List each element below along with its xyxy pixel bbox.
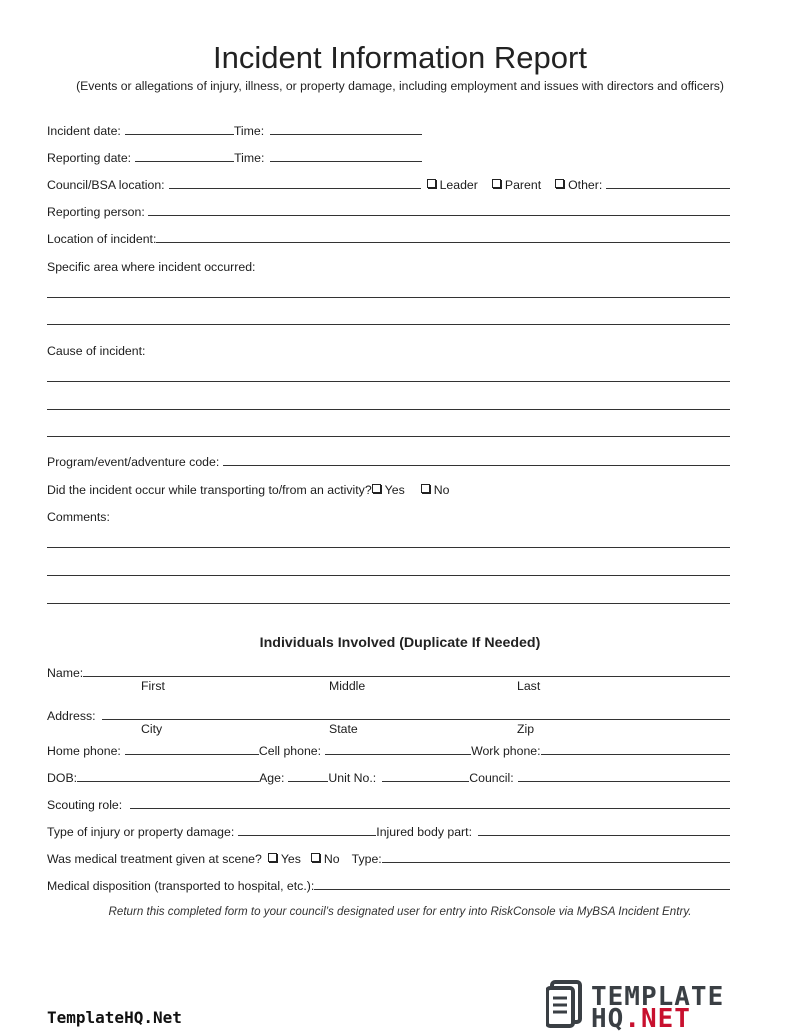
- other-checkbox[interactable]: Other:: [555, 178, 602, 192]
- brand-text: TemplateHQ.Net: [47, 1008, 182, 1027]
- medical-disposition-field[interactable]: [314, 889, 730, 890]
- location-field[interactable]: [156, 242, 730, 243]
- medical-no-checkbox[interactable]: No: [311, 852, 340, 866]
- reporting-time-label: Time:: [234, 151, 265, 165]
- injured-body-part-label: Injured body part:: [376, 825, 472, 839]
- document-icon: [546, 980, 586, 1028]
- other-field[interactable]: [606, 188, 730, 189]
- comments-line-3[interactable]: [47, 603, 730, 604]
- scouting-role-row: [47, 794, 730, 812]
- age-field[interactable]: [288, 781, 328, 782]
- state-caption: State: [329, 722, 358, 736]
- transporting-yes-checkbox[interactable]: Yes: [372, 483, 405, 497]
- checkbox-icon: [492, 179, 501, 188]
- medical-yes-checkbox[interactable]: Yes: [268, 852, 301, 866]
- name-row: [47, 662, 730, 680]
- specific-area-line-1[interactable]: [47, 297, 730, 298]
- injured-body-part-field[interactable]: [478, 835, 730, 836]
- medical-disposition-row: [47, 875, 730, 893]
- injury-type-field[interactable]: [238, 835, 376, 836]
- phone-row: [47, 740, 730, 758]
- city-caption: City: [141, 722, 163, 736]
- transporting-label: Did the incident occur while transporting to/from an activity?: [47, 483, 372, 497]
- cause-label: Cause of incident:: [47, 344, 146, 358]
- last-caption: Last: [517, 679, 541, 693]
- location-row: [47, 228, 730, 246]
- injury-type-label: Type of injury or property damage:: [47, 825, 235, 839]
- dob-field[interactable]: [77, 781, 259, 782]
- address-label: Address:: [47, 709, 96, 723]
- checkbox-icon: [268, 853, 277, 862]
- council-location-row: [47, 174, 730, 192]
- specific-area-line-2[interactable]: [47, 324, 730, 325]
- comments-label: Comments:: [47, 510, 110, 524]
- checkbox-icon: [421, 484, 430, 493]
- dob-row: [47, 767, 730, 785]
- checkbox-icon: [427, 179, 436, 188]
- location-label: Location of incident:: [47, 232, 157, 246]
- program-code-field[interactable]: [223, 465, 730, 466]
- individuals-heading: Individuals Involved (Duplicate If Needed): [259, 635, 541, 651]
- medical-disposition-label: Medical disposition (transported to hospital, etc.):: [47, 879, 315, 893]
- reporting-person-label: Reporting person:: [47, 205, 145, 219]
- work-phone-label: Work phone:: [471, 744, 541, 758]
- logo-wordmark-top: TEMPLATE: [591, 982, 725, 1012]
- council-location-label: Council/BSA location:: [47, 178, 165, 192]
- program-code-label: Program/event/adventure code:: [47, 455, 220, 469]
- reporting-person-row: [47, 201, 730, 219]
- cause-row: [47, 340, 730, 358]
- comments-row: [47, 506, 730, 524]
- medical-treatment-row: [47, 848, 730, 866]
- incident-time-field[interactable]: [270, 134, 422, 135]
- address-field[interactable]: [102, 719, 730, 720]
- scouting-role-field[interactable]: [130, 808, 730, 809]
- incident-date-field[interactable]: [125, 134, 234, 135]
- checkbox-icon: [311, 853, 320, 862]
- reporting-date-row: [47, 147, 730, 165]
- middle-caption: Middle: [329, 679, 366, 693]
- checkbox-icon: [555, 179, 564, 188]
- scouting-role-label: Scouting role:: [47, 798, 123, 812]
- cause-line-1[interactable]: [47, 381, 730, 382]
- program-code-row: [47, 451, 730, 469]
- transporting-row: [47, 479, 730, 497]
- reporting-time-field[interactable]: [270, 161, 422, 162]
- council-field[interactable]: [518, 781, 730, 782]
- page-subtitle: (Events or allegations of injury, illness, or property damage, including employment and issues with directors and officers): [76, 79, 724, 93]
- reporting-date-label: Reporting date:: [47, 151, 132, 165]
- unit-no-field[interactable]: [382, 781, 469, 782]
- logo-wordmark-bottom: HQ.NET: [591, 1004, 691, 1034]
- work-phone-field[interactable]: [541, 754, 730, 755]
- type-field[interactable]: [382, 862, 730, 863]
- cause-line-2[interactable]: [47, 409, 730, 410]
- medical-treatment-label: Was medical treatment given at scene?: [47, 852, 262, 866]
- dob-label: DOB:: [47, 771, 78, 785]
- council-label: Council:: [469, 771, 514, 785]
- reporting-date-field[interactable]: [135, 161, 234, 162]
- checkbox-icon: [372, 484, 381, 493]
- home-phone-label: Home phone:: [47, 744, 121, 758]
- name-field[interactable]: [83, 676, 730, 677]
- name-label: Name:: [47, 666, 84, 680]
- injury-row: [47, 821, 730, 839]
- comments-line-1[interactable]: [47, 547, 730, 548]
- comments-line-2[interactable]: [47, 575, 730, 576]
- zip-caption: Zip: [517, 722, 535, 736]
- transporting-no-checkbox[interactable]: No: [421, 483, 450, 497]
- unit-no-label: Unit No.:: [328, 771, 377, 785]
- specific-area-row: [47, 256, 730, 274]
- age-label: Age:: [259, 771, 285, 785]
- specific-area-label: Specific area where incident occurred:: [47, 260, 256, 274]
- incident-date-row: [47, 120, 730, 138]
- return-instructions: Return this completed form to your council’s designated user for entry into RiskConsole via MyBSA Incident Entry.: [108, 905, 692, 918]
- home-phone-field[interactable]: [125, 754, 259, 755]
- council-location-field[interactable]: [169, 188, 421, 189]
- incident-date-label: Incident date:: [47, 124, 121, 138]
- parent-checkbox[interactable]: Parent: [492, 178, 541, 192]
- cell-phone-label: Cell phone:: [258, 744, 322, 758]
- leader-checkbox[interactable]: Leader: [427, 178, 478, 192]
- first-caption: First: [141, 679, 165, 693]
- type-label: Type:: [351, 852, 382, 866]
- cell-phone-field[interactable]: [325, 754, 471, 755]
- templatehq-logo: [546, 980, 736, 1034]
- reporting-person-field[interactable]: [148, 215, 730, 216]
- page-title: Incident Information Report: [213, 40, 587, 75]
- address-row: [47, 705, 730, 723]
- incident-time-label: Time:: [233, 124, 265, 138]
- cause-line-3[interactable]: [47, 436, 730, 437]
